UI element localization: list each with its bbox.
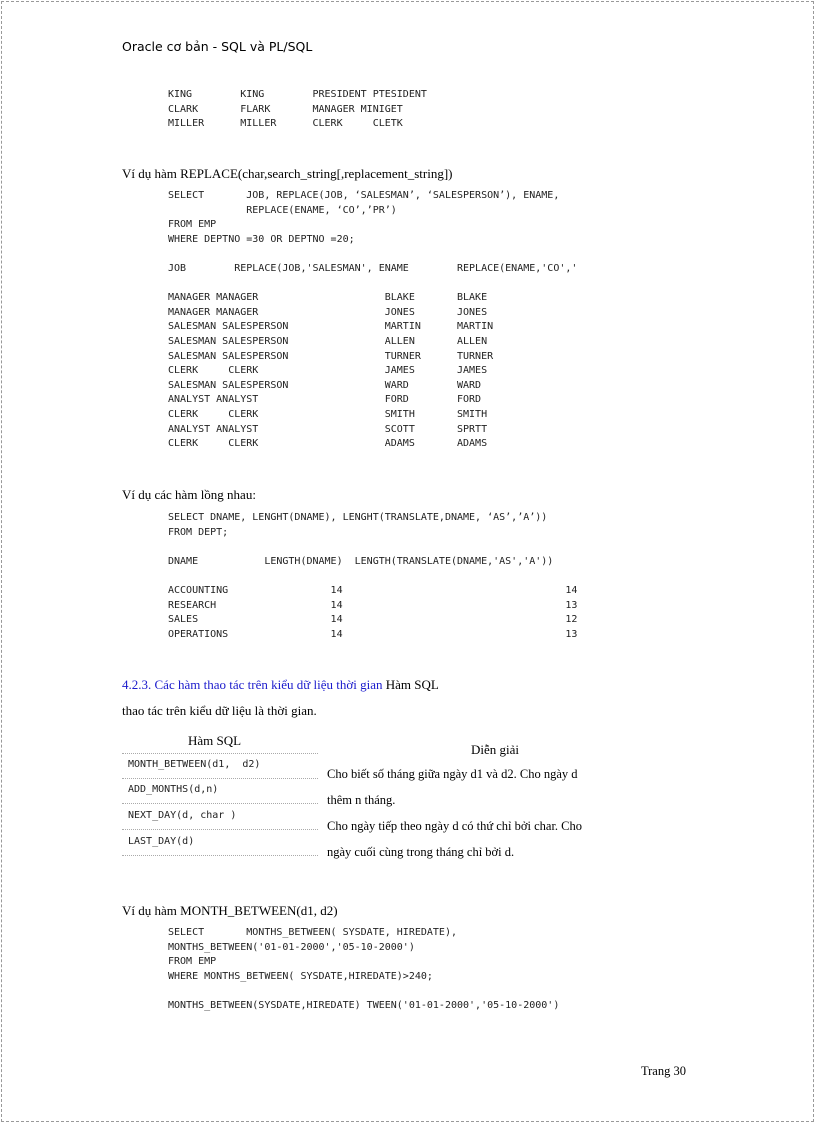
table-divider [122, 753, 318, 754]
page-header: Oracle cơ bản - SQL và PL/SQL [122, 39, 313, 54]
result-block-translate: KING KING PRESIDENT PTESIDENT CLARK FLARK MANAGER MINIGET MILLER MILLER CLERK CLETK [168, 89, 427, 130]
table-divider [122, 855, 318, 856]
table-header-function: Hàm SQL [188, 733, 242, 748]
table-divider [122, 778, 318, 779]
table-divider [122, 803, 318, 804]
months-between-code: SELECT MONTHS_BETWEEN( SYSDATE, HIREDATE), MONTHS_BETWEEN('01-01-2000','05-10-2000') FROM EMP WHERE MONTHS_BETWEEN( SYSDATE,HIREDATE)>240; MONTHS_BETWEEN(SYSDATE,HIREDATE) TWEEN('01-01-2000','05-10-2000') [168, 927, 560, 1011]
table-function-cell: LAST_DAY(d) [128, 836, 195, 847]
table-description-line: ngày cuối cùng trong tháng chỉ bởi d. [327, 845, 515, 859]
table-description-line: thêm n tháng. [327, 793, 396, 807]
table-divider [122, 829, 318, 830]
table-description-line: Cho biết số tháng giữa ngày d1 và d2. Cho ngày d [327, 767, 578, 781]
section-heading [122, 677, 439, 693]
nested-example-title: Ví dụ các hàm lồng nhau: [122, 487, 256, 502]
table-description-line: Cho ngày tiếp theo ngày d có thứ chỉ bởi char. Cho [327, 819, 583, 833]
section-intro: thao tác trên kiểu dữ liệu là thời gian. [122, 703, 317, 718]
months-between-title: Ví dụ hàm MONTH_BETWEEN(d1, d2) [122, 903, 338, 918]
table-function-cell: MONTH_BETWEEN(d1, d2) [128, 759, 261, 770]
table-function-cell: ADD_MONTHS(d,n) [128, 784, 219, 795]
section-heading-tail: Hàm SQL [385, 677, 439, 692]
replace-example-code: SELECT JOB, REPLACE(JOB, ‘SALESMAN’, ‘SALESPERSON’), ENAME, REPLACE(ENAME, ‘CO’,’PR’) FROM EMP WHERE DEPTNO =30 OR DEPTNO =20; JOB REPLACE(JOB,'SALESMAN', ENAME REPLACE(ENAME,'CO',' MANAGER MANAGER BLAKE BLAKE MANAGER MANAGER JONES JONES SALESMAN SALESPERSON MARTIN MARTIN SALESMAN SALESPERSON ALLEN ALLEN SALESMAN SALESPERSON TURNER TURNER CLERK CLERK JAMES JAMES SALESMAN SALESPERSON WARD WARD ANALYST ANALYST FORD FORD CLERK CLERK SMITH SMITH ANALYST ANALYST SCOTT SPRTT CLERK CLERK ADAMS ADAMS [168, 190, 578, 450]
section-title: Các hàm thao tác trên kiểu dữ liệu thời gian [154, 677, 383, 692]
table-header-description: Diễn giải [471, 742, 520, 757]
table-function-cell: NEXT_DAY(d, char ) [128, 810, 237, 821]
nested-example-code: SELECT DNAME, LENGHT(DNAME), LENGHT(TRANSLATE,DNAME, ‘AS’,’A’)) FROM DEPT; DNAME LENGTH(DNAME) LENGTH(TRANSLATE(DNAME,'AS','A')) ACCOUNTING 14 14 RESEARCH 14 13 SALES 14 12 OPERATIONS 14 13 [168, 512, 578, 640]
page-number: Trang 30 [640, 1064, 686, 1078]
section-number: 4.2.3. [122, 677, 152, 692]
replace-example-title: Ví dụ hàm REPLACE(char,search_string[,replacement_string]) [122, 166, 453, 181]
